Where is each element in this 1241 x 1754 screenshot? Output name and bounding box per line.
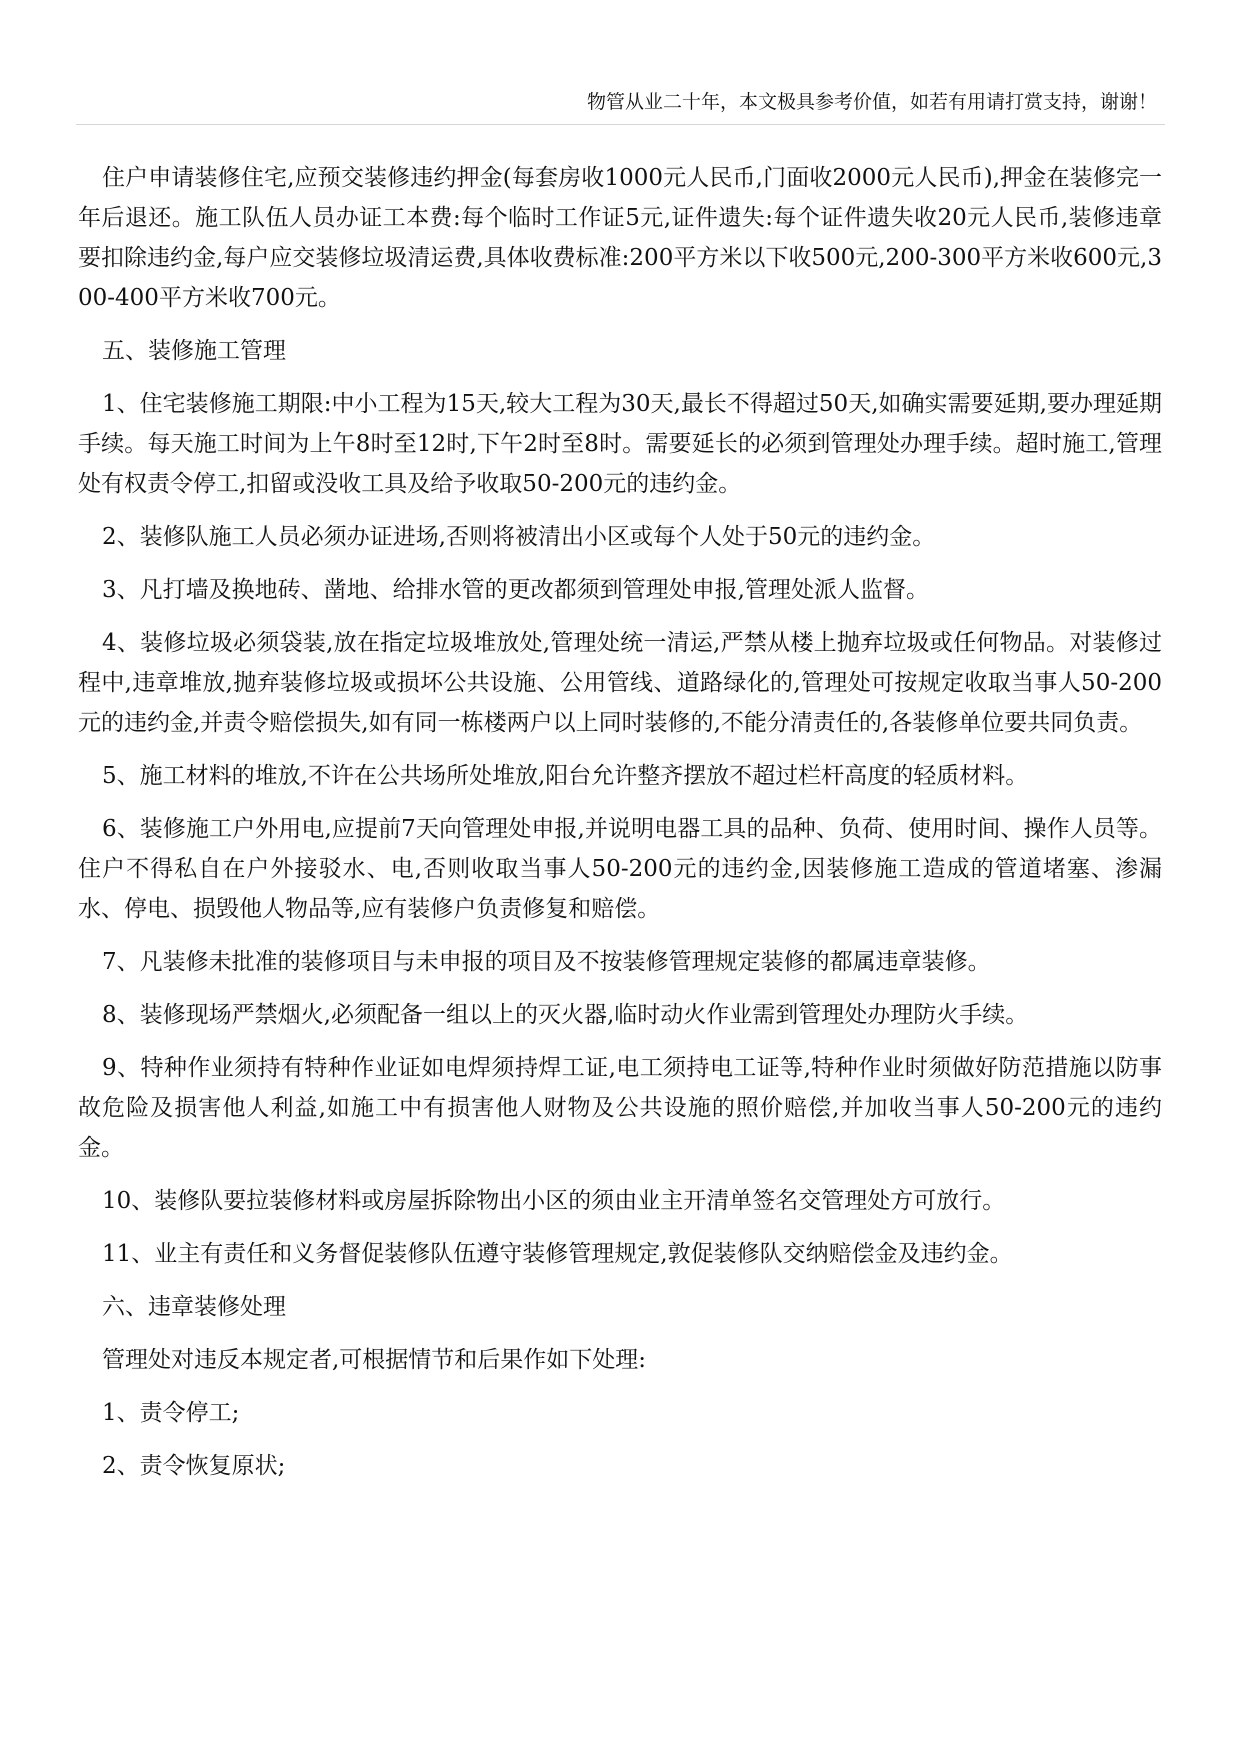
document-body	[78, 158, 1162, 1499]
paragraph-item-2: 2、装修队施工人员必须办证进场,否则将被清出小区或每个人处于50元的违约金。	[102, 524, 936, 550]
paragraph-item-10: 10、装修队要拉装修材料或房屋拆除物出小区的须由业主开清单签名交管理处方可放行。	[102, 1188, 1006, 1214]
paragraph-handling-2: 2、责令恢复原状;	[102, 1453, 286, 1479]
header-note: 物管从业二十年，本文极具参考价值，如若有用请打赏支持，谢谢！	[586, 91, 1157, 113]
paragraph-item-4: 4、装修垃圾必须袋装,放在指定垃圾堆放处,管理处统一清运,严禁从楼上抛弃垃圾或任何物品。对装修过程中,违章堆放,抛弃装修垃圾或损坏公共设施、公用管线、道路绿化的,管理处可按规定收取当事人50-200元的违约金,并责令赔偿损失,如有同一栋楼两户以上同时装修的,不能分清责任的,各装修单位要共同负责。	[78, 630, 1162, 736]
paragraph-item-6: 6、装修施工户外用电,应提前7天向管理处申报,并说明电器工具的品种、负荷、使用时间、操作人员等。住户不得私自在户外接驳水、电,否则收取当事人50-200元的违约金,因装修施工造成的管道堵塞、渗漏水、停电、损毁他人物品等,应有装修户负责修复和赔偿。	[78, 816, 1162, 922]
paragraph-handling-1: 1、责令停工;	[102, 1400, 240, 1426]
section-heading-construction: 五、装修施工管理	[102, 338, 286, 364]
paragraph-item-5: 5、施工材料的堆放,不许在公共场所处堆放,阳台允许整齐摆放不超过栏杆高度的轻质材料。	[102, 763, 1029, 789]
paragraph-item-11: 11、业主有责任和义务督促装修队伍遵守装修管理规定,敦促装修队交纳赔偿金及违约金。	[102, 1241, 1013, 1267]
header-divider	[76, 124, 1165, 125]
paragraph-item-9: 9、特种作业须持有特种作业证如电焊须持焊工证,电工须持电工证等,特种作业时须做好防范措施以防事故危险及损害他人利益,如施工中有损害他人财物及公共设施的照价赔偿,并加收当事人50-200元的违约金。	[78, 1055, 1162, 1161]
paragraph-item-3: 3、凡打墙及换地砖、凿地、给排水管的更改都须到管理处申报,管理处派人监督。	[102, 577, 929, 603]
paragraph-item-1: 1、住宅装修施工期限:中小工程为15天,较大工程为30天,最长不得超过50天,如确实需要延期,要办理延期手续。每天施工时间为上午8时至12时,下午2时至8时。需要延长的必须到管理处办理手续。超时施工,管理处有权责令停工,扣留或没收工具及给予收取50-200元的违约金。	[78, 391, 1162, 497]
paragraph-item-7: 7、凡装修未批准的装修项目与未申报的项目及不按装修管理规定装修的都属违章装修。	[102, 949, 991, 975]
paragraph-item-8: 8、装修现场严禁烟火,必须配备一组以上的灭火器,临时动火作业需到管理处办理防火手续。	[102, 1002, 1029, 1028]
paragraph-handling-intro: 管理处对违反本规定者,可根据情节和后果作如下处理:	[102, 1347, 647, 1373]
paragraph-deposit: 住户申请装修住宅,应预交装修违约押金(每套房收1000元人民币,门面收2000元人民币),押金在装修完一年后退还。施工队伍人员办证工本费:每个临时工作证5元,证件遗失:每个证件遗失收20元人民币,装修违章要扣除违约金,每户应交装修垃圾清运费,具体收费标准:200平方米以下收500元,200-300平方米收600元,300-400平方米收700元。	[78, 165, 1162, 311]
section-heading-violations: 六、违章装修处理	[102, 1294, 286, 1320]
